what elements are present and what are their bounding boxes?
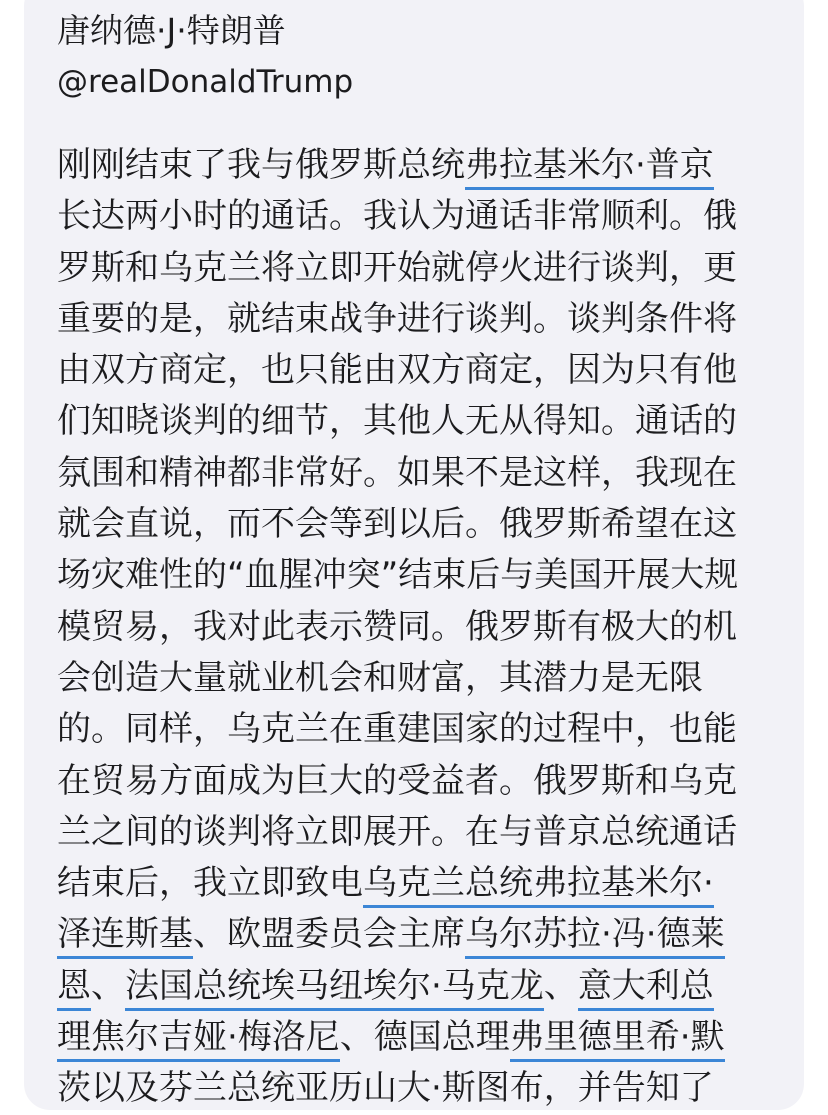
post-text: 兰之间的谈判将立即展开。在与普京总统通话 <box>57 811 737 852</box>
mention-link[interactable]: 恩 <box>57 966 91 1011</box>
post-text-line <box>57 448 777 499</box>
post-text: 的。同样，乌克兰在重建国家的过程中，也能 <box>57 709 737 750</box>
post-text: 、欧盟委员会主席 <box>193 914 465 955</box>
post-text: 、 <box>543 965 578 1006</box>
post-text-line <box>57 243 777 294</box>
author-name[interactable]: 唐纳德·J·特朗普 <box>57 11 286 50</box>
post-text-line <box>57 807 777 858</box>
post-text-line <box>57 909 777 960</box>
post-text-line <box>57 756 777 807</box>
post-body <box>57 140 777 1115</box>
post-text: 重要的是，就结束战争进行谈判。谈判条件将 <box>57 298 737 339</box>
post-text-line <box>57 550 777 601</box>
post-text: 模贸易，我对此表示赞同。俄罗斯有极大的机 <box>57 606 737 647</box>
post-text-line <box>57 345 777 396</box>
post-text: 们知晓谈判的细节，其他人无从得知。通话的 <box>57 401 737 442</box>
mention-link[interactable]: 泽连斯基 <box>57 914 193 959</box>
post-text-line <box>57 140 777 191</box>
post-text-line <box>57 602 777 653</box>
post-text-line <box>57 858 777 909</box>
post-text: 氛围和精神都非常好。如果不是这样，我现在 <box>57 452 737 493</box>
post-text: 在贸易方面成为巨大的受益者。俄罗斯和乌克 <box>57 760 737 801</box>
mention-link[interactable]: 意大利总 <box>578 966 714 1011</box>
post-text-line <box>57 294 777 345</box>
mention-link[interactable]: 乌尔苏拉·冯·德莱 <box>465 914 725 959</box>
post-text: 罗斯和乌克兰将立即开始就停火进行谈判，更 <box>57 247 737 288</box>
post-text-line <box>57 704 777 755</box>
post-text: 长达两小时的通话。我认为通话非常顺利。俄 <box>57 196 737 237</box>
post-text: 、德国总理 <box>339 1017 510 1058</box>
post-text-line <box>57 499 777 550</box>
post-text: 结束后，我立即致电 <box>57 863 363 904</box>
author-handle[interactable]: @realDonaldTrump <box>57 64 354 100</box>
post-text: 刚刚结束了我与俄罗斯总统 <box>57 145 465 185</box>
mention-link[interactable]: 弗里德里希·默 <box>510 1017 725 1062</box>
mention-link[interactable]: 法国总统埃马纽埃尔·马克龙 <box>125 966 544 1011</box>
post-text-line <box>57 1012 777 1063</box>
post-text: 由双方商定，也只能由双方商定，因为只有他 <box>57 350 737 391</box>
post-text-line <box>57 1063 777 1114</box>
post-text: 场灾难性的“血腥冲突”结束后与美国开展大规 <box>57 555 739 596</box>
post-text: 就会直说，而不会等到以后。俄罗斯希望在这 <box>57 504 737 545</box>
post-text: 会创造大量就业机会和财富，其潜力是无限 <box>57 657 703 698</box>
post-text-line <box>57 653 777 704</box>
post-text-line <box>57 191 777 242</box>
mention-link[interactable]: 乌克兰总统弗拉基米尔· <box>363 863 714 908</box>
post-text-line <box>57 396 777 447</box>
post-text-line <box>57 961 777 1012</box>
post-text: 、 <box>91 965 125 1006</box>
post-text: 茨以及芬兰总统亚历山大·斯图布，并告知了 <box>57 1068 714 1109</box>
mention-link[interactable]: 弗拉基米尔·普京 <box>465 145 714 190</box>
mention-link[interactable]: 理焦尔吉娅·梅洛尼 <box>57 1017 340 1062</box>
